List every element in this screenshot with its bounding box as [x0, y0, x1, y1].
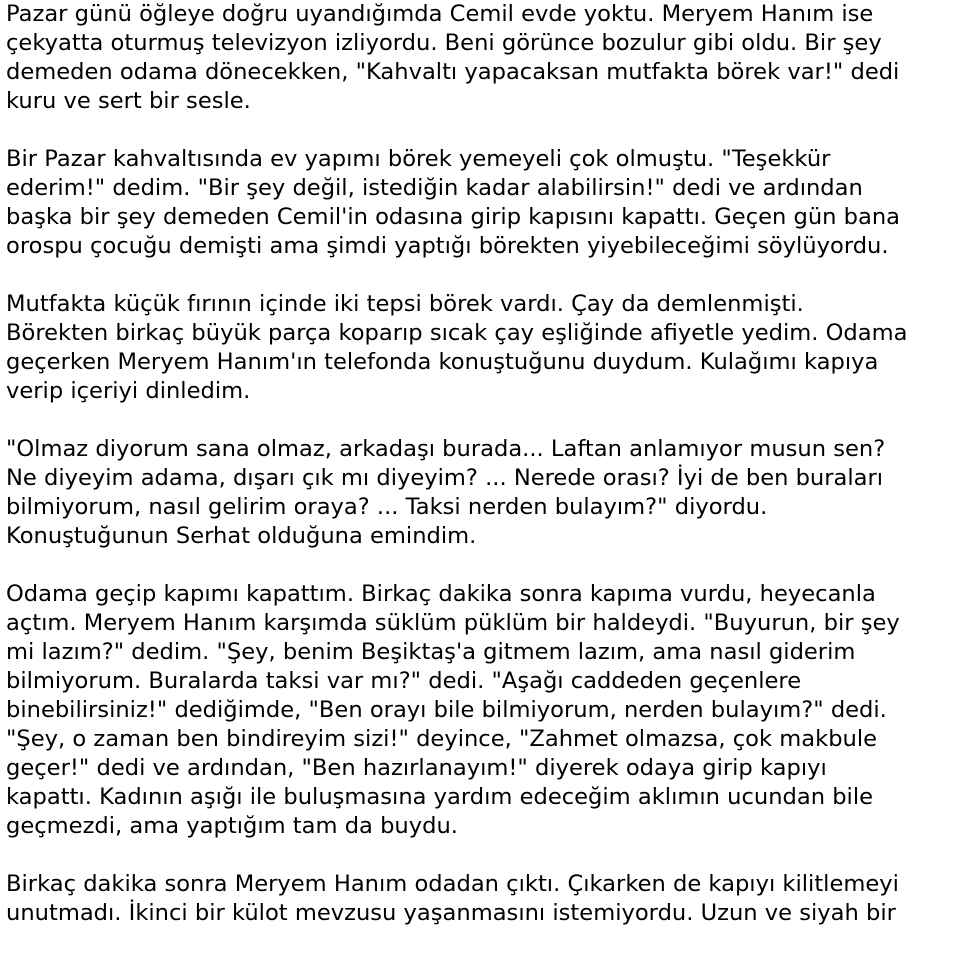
document-page: [6, 0, 958, 957]
text-line: bilmiyorum, nasıl gelirim oraya? ... Taksi nerden bulayım?" diyordu.: [6, 494, 768, 520]
text-line: başka bir şey demeden Cemil'in odasına girip kapısını kapattı. Geçen gün bana: [6, 204, 901, 230]
paragraph-2: [6, 145, 958, 261]
paragraph-5: [6, 580, 958, 841]
text-line: Mutfakta küçük fırının içinde iki tepsi börek vardı. Çay da demlenmişti.: [6, 291, 804, 317]
text-line: mi lazım?" dedim. "Şey, benim Beşiktaş'a gitmem lazım, ama nasıl giderim: [6, 639, 856, 665]
text-line: Odama geçip kapımı kapattım. Birkaç dakika sonra kapıma vurdu, heyecanla: [6, 581, 876, 607]
paragraph-4: [6, 435, 958, 551]
text-line: "Şey, o zaman ben bindireyim sizi!" deyince, "Zahmet olmazsa, çok makbule: [6, 726, 878, 752]
paragraph-1: [6, 0, 958, 116]
text-line: verip içeriyi dinledim.: [6, 378, 251, 404]
text-line: ederim!" dedim. "Bir şey değil, istediğin kadar alabilirsin!" dedi ve ardından: [6, 175, 863, 201]
text-line: Ne diyeyim adama, dışarı çık mı diyeyim? ... Nerede orası? İyi de ben buraları: [6, 465, 884, 491]
text-line: demeden odama dönecekken, "Kahvaltı yapacaksan mutfakta börek var!" dedi: [6, 59, 900, 85]
text-line: kuru ve sert bir sesle.: [6, 88, 251, 114]
text-line: orospu çocuğu demişti ama şimdi yaptığı börekten yiyebileceğimi söylüyordu.: [6, 233, 889, 259]
text-line: çekyatta oturmuş televizyon izliyordu. Beni görünce bozulur gibi oldu. Bir şey: [6, 30, 882, 56]
text-line: kapattı. Kadının aşığı ile buluşmasına yardım edeceğim aklımın ucundan bile: [6, 784, 874, 810]
text-line: geçmezdi, ama yaptığım tam da buydu.: [6, 813, 458, 839]
paragraph-3: [6, 290, 958, 406]
text-line: Birkaç dakika sonra Meryem Hanım odadan çıktı. Çıkarken de kapıyı kilitlemeyi: [6, 871, 899, 897]
text-line: "Olmaz diyorum sana olmaz, arkadaşı burada... Laftan anlamıyor musun sen?: [6, 436, 886, 462]
paragraph-6: [6, 870, 958, 928]
text-line: geçer!" dedi ve ardından, "Ben hazırlanayım!" diyerek odaya girip kapıyı: [6, 755, 827, 781]
text-line: unutmadı. İkinci bir külot mevzusu yaşanmasını istemiyordu. Uzun ve siyah bir: [6, 900, 896, 926]
text-line: geçerken Meryem Hanım'ın telefonda konuştuğunu duydum. Kulağımı kapıya: [6, 349, 879, 375]
text-line: Pazar günü öğleye doğru uyandığımda Cemil evde yoktu. Meryem Hanım ise: [6, 1, 874, 27]
text-line: binebilirsiniz!" dediğimde, "Ben orayı bile bilmiyorum, nerden bulayım?" dedi.: [6, 697, 887, 723]
text-line: Börekten birkaç büyük parça koparıp sıcak çay eşliğinde afiyetle yedim. Odama: [6, 320, 908, 346]
text-line: bilmiyorum. Buralarda taksi var mı?" dedi. "Aşağı caddeden geçenlere: [6, 668, 802, 694]
text-line: Konuştuğunun Serhat olduğuna emindim.: [6, 523, 477, 549]
text-line: Bir Pazar kahvaltısında ev yapımı börek yemeyeli çok olmuştu. "Teşekkür: [6, 146, 831, 172]
text-line: açtım. Meryem Hanım karşımda süklüm püklüm bir haldeydi. "Buyurun, bir şey: [6, 610, 900, 636]
